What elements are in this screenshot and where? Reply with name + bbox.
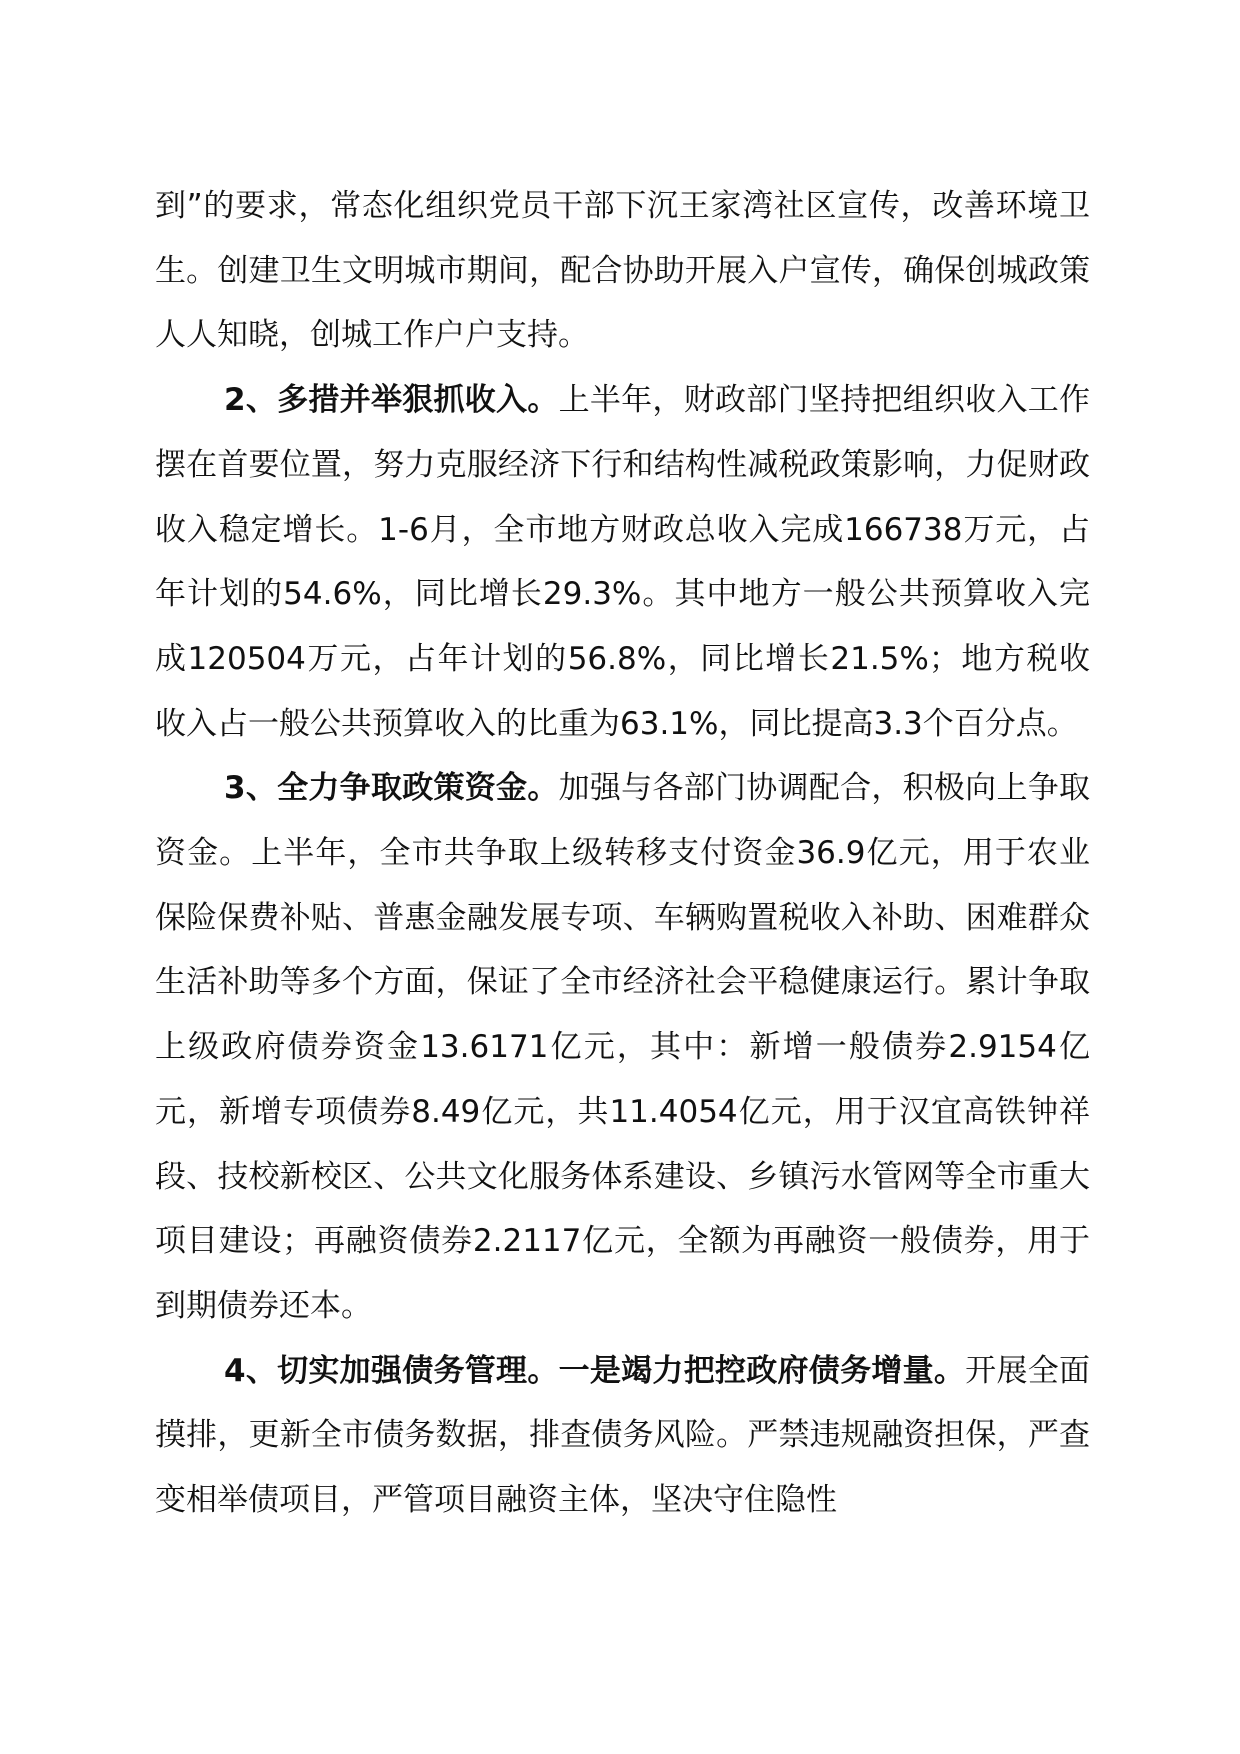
paragraph-body: 到”的要求，常态化组织党员干部下沉王家湾社区宣传，改善环境卫生。创建卫生文明城市期间，配合协助开展入户宣传，确保创城政策人人知晓，创城工作户户支持。 [155, 188, 1090, 354]
paragraph-policy-funds [155, 756, 1090, 1338]
paragraph-body: 加强与各部门协调配合，积极向上争取资金。上半年，全市共争取上级转移支付资金36.9亿元，用于农业保险保费补贴、普惠金融发展专项、车辆购置税收入补助、困难群众生活补助等多个方面，保证了全市经济社会平稳健康运行。累计争取上级政府债券资金13.6171亿元，其中：新增一般债券2.9154亿元，新增专项债券8.49亿元，共11.4054亿元，用于汉宜高铁钟祥段、技校新校区、公共文化服务体系建设、乡镇污水管网等全市重大项目建设；再融资债券2.2117亿元，全额为再融资一般债券，用于到期债券还本。 [155, 770, 1090, 1324]
paragraph-heading: 3、全力争取政策资金。 [224, 770, 559, 807]
paragraph-debt-management [155, 1339, 1090, 1533]
paragraph-continuation [155, 174, 1090, 368]
paragraph-body: 上半年，财政部门坚持把组织收入工作摆在首要位置，努力克服经济下行和结构性减税政策影响，力促财政收入稳定增长。1-6月，全市地方财政总收入完成166738万元，占年计划的54.6%，同比增长29.3%。其中地方一般公共预算收入完成120504万元，占年计划的56.8%，同比增长21.5%；地方税收收入占一般公共预算收入的比重为63.1%，同比提高3.3个百分点。 [155, 382, 1090, 742]
paragraph-body: 开展全面摸排，更新全市债务数据，排查债务风险。严禁违规融资担保，严查变相举债项目，严管项目融资主体，坚决守住隐性 [155, 1352, 1090, 1519]
paragraph-revenue [155, 368, 1090, 756]
document-body [155, 174, 1090, 1533]
paragraph-heading: 4、切实加强债务管理。一是竭力把控政府债务增量。 [224, 1352, 966, 1389]
paragraph-heading: 2、多措并举狠抓收入。 [224, 382, 559, 419]
